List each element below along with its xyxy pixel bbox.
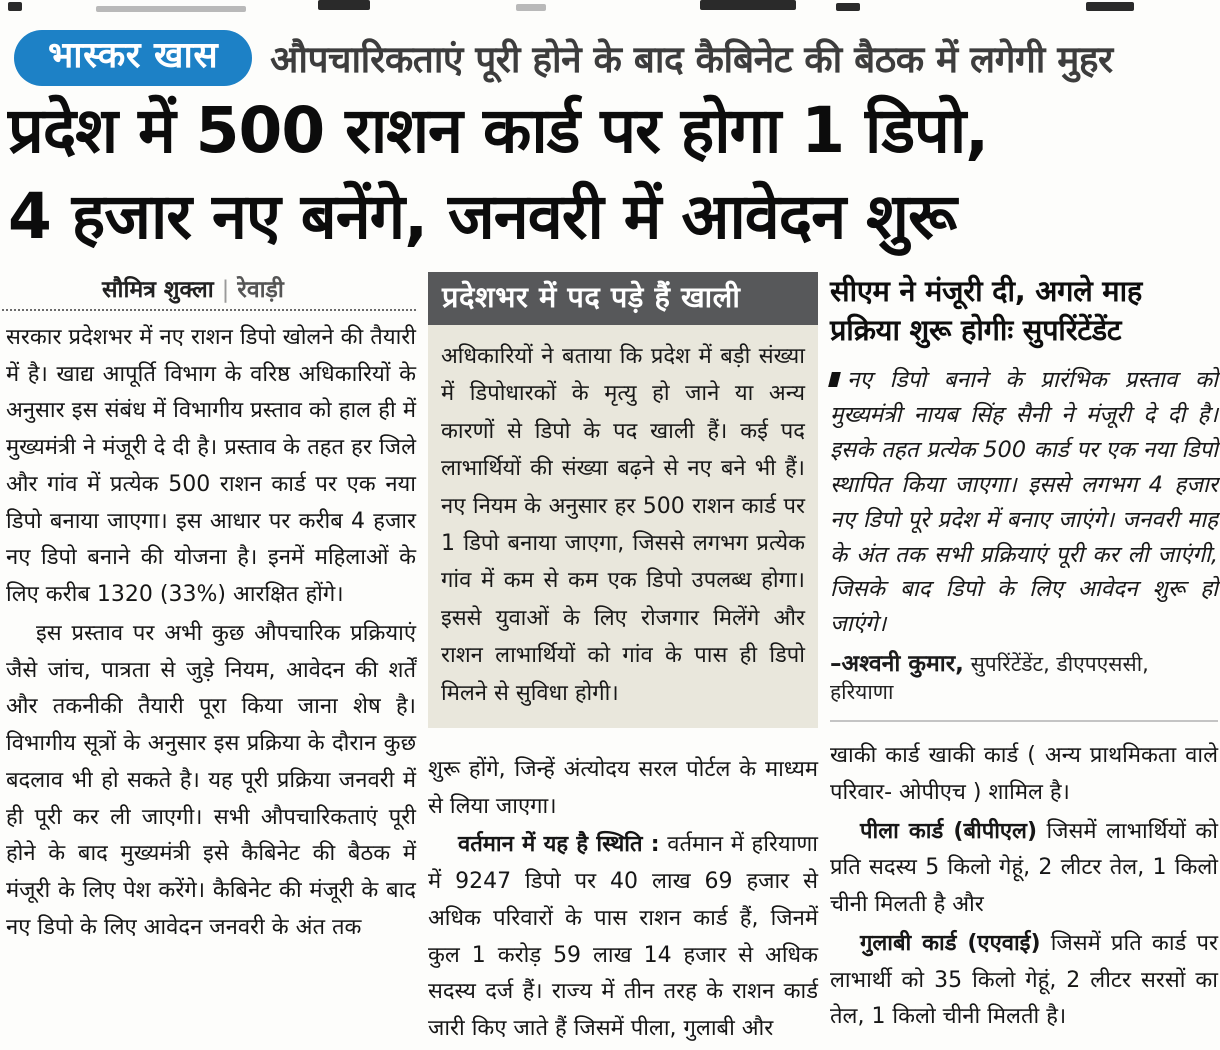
superintendent-quote: [830, 363, 1218, 642]
left-column: [6, 320, 416, 948]
crop-mark: [836, 3, 860, 11]
crop-mark: [700, 0, 796, 10]
yellow-card-lead: पीला कार्ड (बीपीएल): [860, 818, 1038, 844]
bhaskar-khas-badge: भास्कर खास: [14, 30, 252, 86]
crop-mark: [96, 6, 246, 12]
right-column-flow: [830, 738, 1218, 1036]
crop-mark: [1086, 2, 1134, 11]
highlight-box-title: प्रदेशभर में पद पड़े हैं खाली: [428, 272, 818, 325]
highlight-box-body: अधिकारियों ने बताया कि प्रदेश में बड़ी संख्या में डिपोधारकों के मृत्यु हो जाने या अन्य कारणों से डिपो के पद खाली हैं। कई पद लाभार्थियों की संख्या बढ़ने से नए बने भी हैं। नए नियम के अनुसार हर 500 राशन कार्ड पर 1 डिपो बनाया जाएगा, जिससे लगभग प्रत्येक गांव में कम से कम एक डिपो उपलब्ध होगा। इससे युवाओं के लिए रोजगार मिलेंगे और राशन लाभार्थियों को गांव के पास ही डिपो मिलने से सुविधा होगी।: [428, 325, 818, 728]
yellow-card-rest: जिसमें लाभार्थियों को प्रति सदस्य 5 किलो गेहूं, 2 लीटर तेल, 1 किलो चीनी मिलती है और: [830, 818, 1218, 918]
byline: [102, 272, 284, 304]
quote-text: नए डिपो बनाने के प्रारंभिक प्रस्ताव को मुख्यमंत्री नायब सिंह सैनी ने मंजूरी दे दी है। इसके तहत प्रत्येक 500 कार्ड पर एक नया डिपो स्थापित किया जाएगा। इससे लगभग 4 हजार नए डिपो पूरे प्रदेश में बनाए जाएंगे। जनवरी माह के अंत तक सभी प्रक्रियाएं पूरी कर ली जाएंगी, जिसके बाद डिपो के लिए आवेदन शुरू हो जाएंगे।: [830, 367, 1218, 638]
khaki-card-paragraph: खाकी कार्ड खाकी कार्ड ( अन्य प्राथमिकता वाले परिवार- ओपीएच ) शामिल है।: [830, 743, 1218, 805]
middle-paragraph-1: शुरू होंगे, जिन्हें अंत्योदय सरल पोर्टल के माध्यम से लिया जाएगा।: [428, 756, 818, 819]
middle-column-flow: [428, 752, 818, 1048]
yellow-card-paragraph: [830, 814, 1218, 924]
middle-paragraph-2: [428, 827, 818, 1047]
crop-mark: [318, 0, 370, 10]
pink-card-paragraph: [830, 926, 1218, 1036]
kicker-row: [14, 30, 1113, 86]
quote-flag-icon: [828, 372, 841, 387]
byline-location: रेवाड़ी: [237, 277, 284, 303]
headline-line-2: 4 हजार नए बनेंगे, जनवरी में आवेदन शुरू: [8, 179, 956, 253]
kicker-text: औपचारिकताएं पूरी होने के बाद कैबिनेट की बैठक में लगेगी मुहर: [270, 38, 1113, 82]
highlight-box: [428, 272, 818, 728]
left-paragraph-1: सरकार प्रदेशभर में नए राशन डिपो खोलने की तैयारी में है। खाद्य आपूर्ति विभाग के वरिष्ठ अधिकारियों के अनुसार इस संबंध में विभागीय प्रस्ताव को हाल ही में मुख्यमंत्री ने मंजूरी दे दी है। प्रस्ताव के तहत हर जिले और गांव में प्रत्येक 500 राशन कार्ड पर एक नया डिपो बनाया जाएगा। इस आधार पर करीब 4 हजार नए डिपो बनाने की योजना है। इनमें महिलाओं के लिए करीब 1320 (33%) आरक्षित होंगे।: [6, 325, 416, 608]
right-subhead-line-2: प्रक्रिया शुरू होगीः सुपरिंटेंडेंट: [830, 312, 1122, 347]
attribution-name: –अश्वनी कुमार,: [830, 651, 964, 678]
crop-mark: [8, 2, 22, 11]
main-headline: [8, 88, 1216, 259]
right-column: [830, 272, 1218, 1038]
attribution-role: सुपरिंटेंडेंट, डीएपएससी, हरियाणा: [830, 652, 1149, 705]
pink-card-rest: जिसमें प्रति कार्ड पर लाभार्थी को 35 किलो गेहूं, 2 लीटर सरसों का तेल, 1 किलो चीनी मिलती है।: [830, 930, 1218, 1030]
byline-separator: |: [221, 277, 230, 303]
byline-author: सौमित्र शुक्ला: [102, 277, 214, 303]
right-column-divider: [830, 720, 1218, 722]
byline-dotted-rule: [2, 309, 416, 311]
right-subhead-line-1: सीएम ने मंजूरी दी, अगले माह: [830, 274, 1142, 308]
middle-column: [428, 272, 818, 1050]
crop-mark: [516, 4, 546, 11]
middle-paragraph-2-rest: वर्तमान में हरियाणा में 9247 डिपो पर 40 लाख 69 हजार से अधिक परिवारों के पास राशन कार्ड हैं, जिनमें कुल 1 करोड़ 59 लाख 14 हजार से अधिक सदस्य दर्ज हैं। राज्य में तीन तरह के राशन कार्ड जारी किए जाते हैं जिसमें पीला, गुलाबी और: [428, 832, 818, 1042]
quote-attribution: [830, 646, 1218, 706]
left-paragraph-2: इस प्रस्ताव पर अभी कुछ औपचारिक प्रक्रियाएं जैसे जांच, पात्रता से जुड़े नियम, आवेदन की शर्तें और तकनीकी तैयारी पूरा किया जाना शेष है। विभागीय सूत्रों के अनुसार इस प्रक्रिया के दौरान कुछ बदलाव भी हो सकते है। यह पूरी प्रक्रिया जनवरी में ही पूरी कर ली जाएगी। सभी औपचारिकताएं पूरी होने के बाद मुख्यमंत्री इसे कैबिनेट की बैठक में मंजूरी के लिए पेश करेंगे। कैबिनेट की मंजूरी के बाद नए डिपो के लिए आवेदन जनवरी के अंत तक: [6, 620, 416, 940]
pink-card-lead: गुलाबी कार्ड (एएवाई): [860, 930, 1041, 956]
headline-line-1: प्रदेश में 500 राशन कार्ड पर होगा 1 डिपो,: [8, 94, 989, 167]
middle-paragraph-2-lead: वर्तमान में यह है स्थिति :: [458, 832, 660, 858]
right-subhead: [830, 272, 1218, 349]
